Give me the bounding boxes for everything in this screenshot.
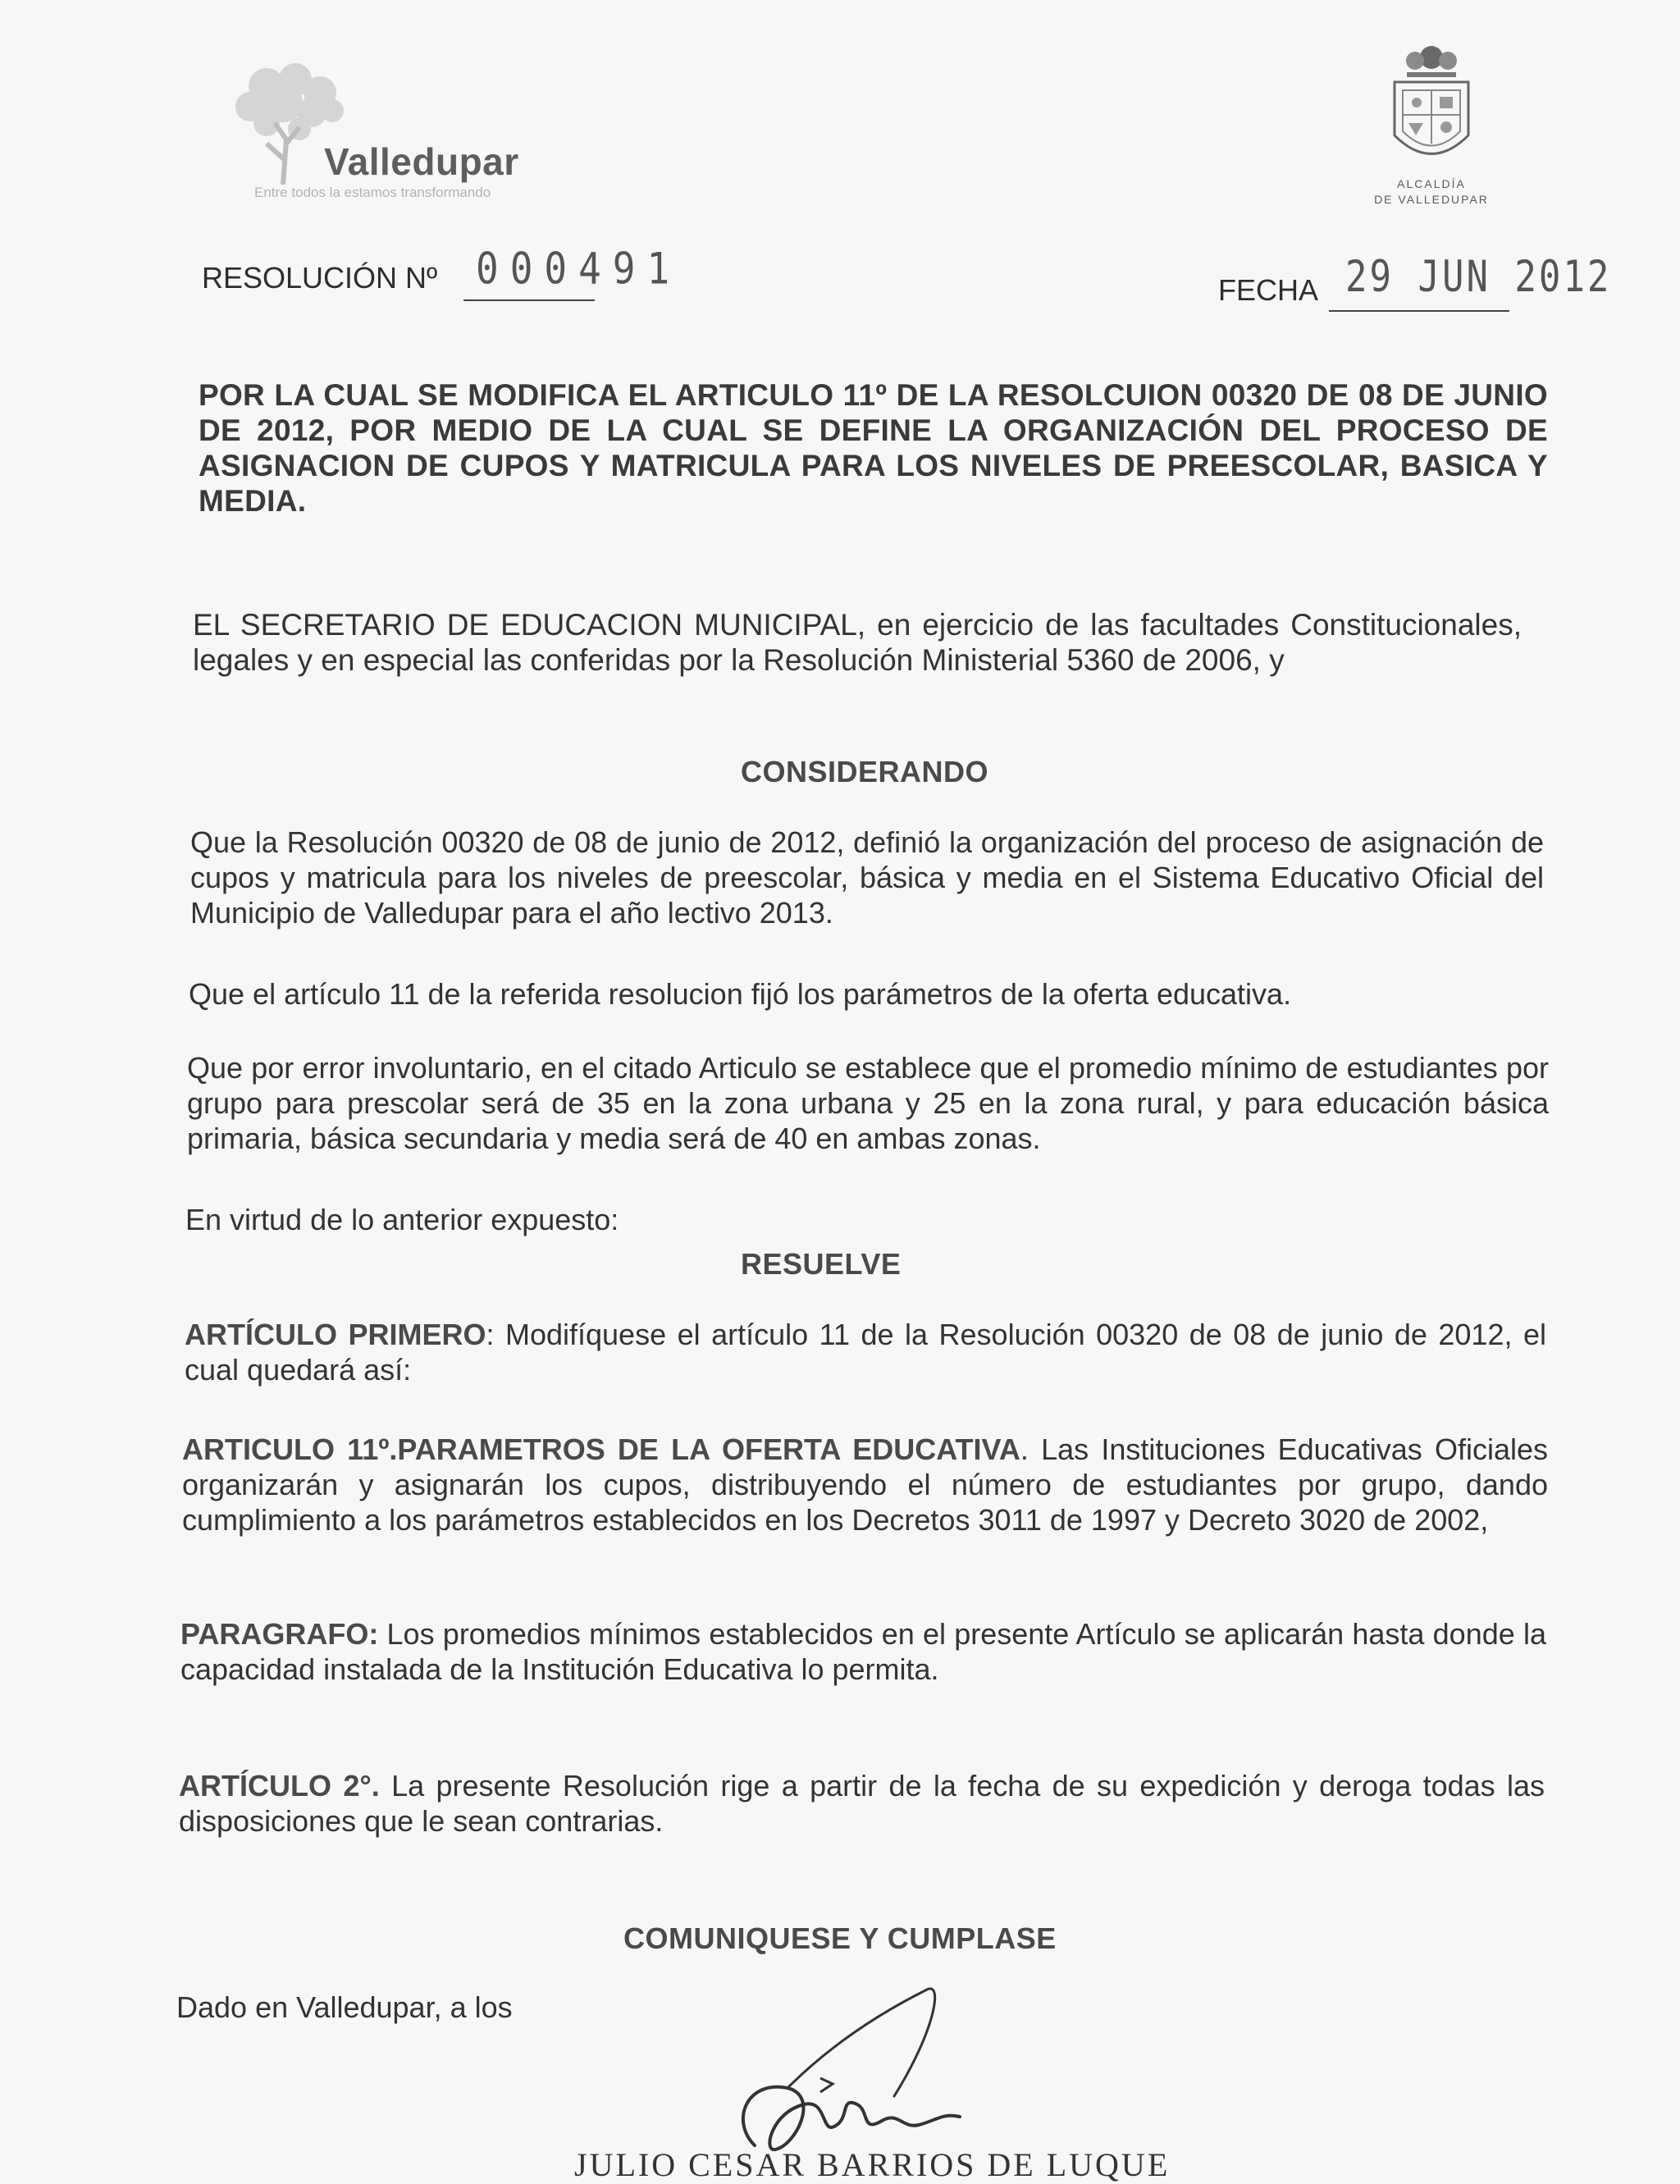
resolution-label: RESOLUCIÓN Nº [202,261,438,295]
valledupar-logo [217,62,554,205]
considerando-heading: CONSIDERANDO [741,755,989,788]
date-label: FECHA [1218,273,1319,307]
signer-name: JULIO CESAR BARRIOS DE LUQUE [574,2146,1171,2183]
article-11 [182,1432,1548,1537]
article-2 [179,1768,1545,1839]
date-stamp: 29 JUN 2012 [1345,251,1612,303]
resuelve-heading: RESUELVE [741,1247,902,1281]
article-11-lead: ARTICULO 11º.PARAMETROS DE LA OFERTA EDUCATIVA [182,1432,1020,1466]
alcaldia-line1: ALCALDÍA [1397,177,1466,190]
coat-of-arms-icon [1382,41,1481,172]
alcaldia-line2: DE VALLEDUPAR [1374,193,1489,206]
signature-mark [697,1981,976,2170]
closing-heading: COMUNIQUESE Y CUMPLASE [623,1921,1057,1955]
resolution-number: 000491 [476,242,682,295]
logo-brand-name: Valledupar [324,140,519,183]
article-primero-lead: ARTÍCULO PRIMERO [185,1318,486,1351]
considerando-3: Que por error involuntario, en el citado Articulo se establece que el promedio mínimo de estudiantes por grupo para prescolar será de 35 en la zona urbana y 25 en la zona rural, y para educación básica primaria, básica secundaria y media será de 40 en ambas zonas. [187,1051,1549,1155]
date-underline [1329,310,1509,312]
preamble: EL SECRETARIO DE EDUCACION MUNICIPAL, en ejercicio de las facultades Constitucionales, legales y en especial las conferidas por la Resolución Ministerial 5360 de 2006, y [193,608,1522,677]
document-title: POR LA CUAL SE MODIFICA EL ARTICULO 11º DE LA RESOLCUION 00320 DE 08 DE JUNIO DE 2012, POR MEDIO DE LA CUAL SE DEFINE LA ORGANIZACIÓN DEL PROCESO DE ASIGNACION DE CUPOS Y MATRICULA PARA LOS NIVELES DE PREESCOLAR, BASICA Y MEDIA. [199,378,1548,518]
logo-tagline: Entre todos la estamos transformando [254,185,491,200]
paragrafo-lead: PARAGRAFO: [180,1617,379,1651]
article-primero [185,1317,1546,1387]
paragrafo-text: Los promedios mínimos establecidos en el presente Artículo se aplicarán hasta donde la capacidad instalada de la Institución Educativa lo permita. [180,1617,1546,1686]
article-2-text: La presente Resolución rige a partir de la fecha de su expedición y deroga todas las disposiciones que le sean contrarias. [179,1769,1545,1838]
considerando-4: En virtud de lo anterior expuesto: [185,1203,619,1236]
alcaldia-logo [1362,41,1501,213]
paragrafo [180,1616,1546,1687]
considerando-1: Que la Resolución 00320 de 08 de junio de 2012, definió la organización del proceso de asignación de cupos y matricula para los niveles de preescolar, básica y media en el Sistema Educativo Oficial del Municipio de Valledupar para el año lectivo 2013. [190,825,1544,930]
article-2-lead: ARTÍCULO 2°. [179,1769,380,1802]
dado-en: Dado en Valledupar, a los [176,1990,513,2024]
article-11-text: . Las Instituciones Educativas Oficiales organizarán y asignarán los cupos, distribuyendo el número de estudiantes por grupo, dando cumplimiento a los parámetros establecidos en los Decretos 3011 de 1997 y Decreto 3020 de 2002, [182,1432,1548,1537]
considerando-2: Que el artículo 11 de la referida resolucion fijó los parámetros de la oferta educativa. [189,977,1292,1011]
resolution-underline [463,299,595,301]
article-primero-text: : Modifíquese el artículo 11 de la Resolución 00320 de 08 de junio de 2012, el cual quedará así: [185,1318,1546,1387]
